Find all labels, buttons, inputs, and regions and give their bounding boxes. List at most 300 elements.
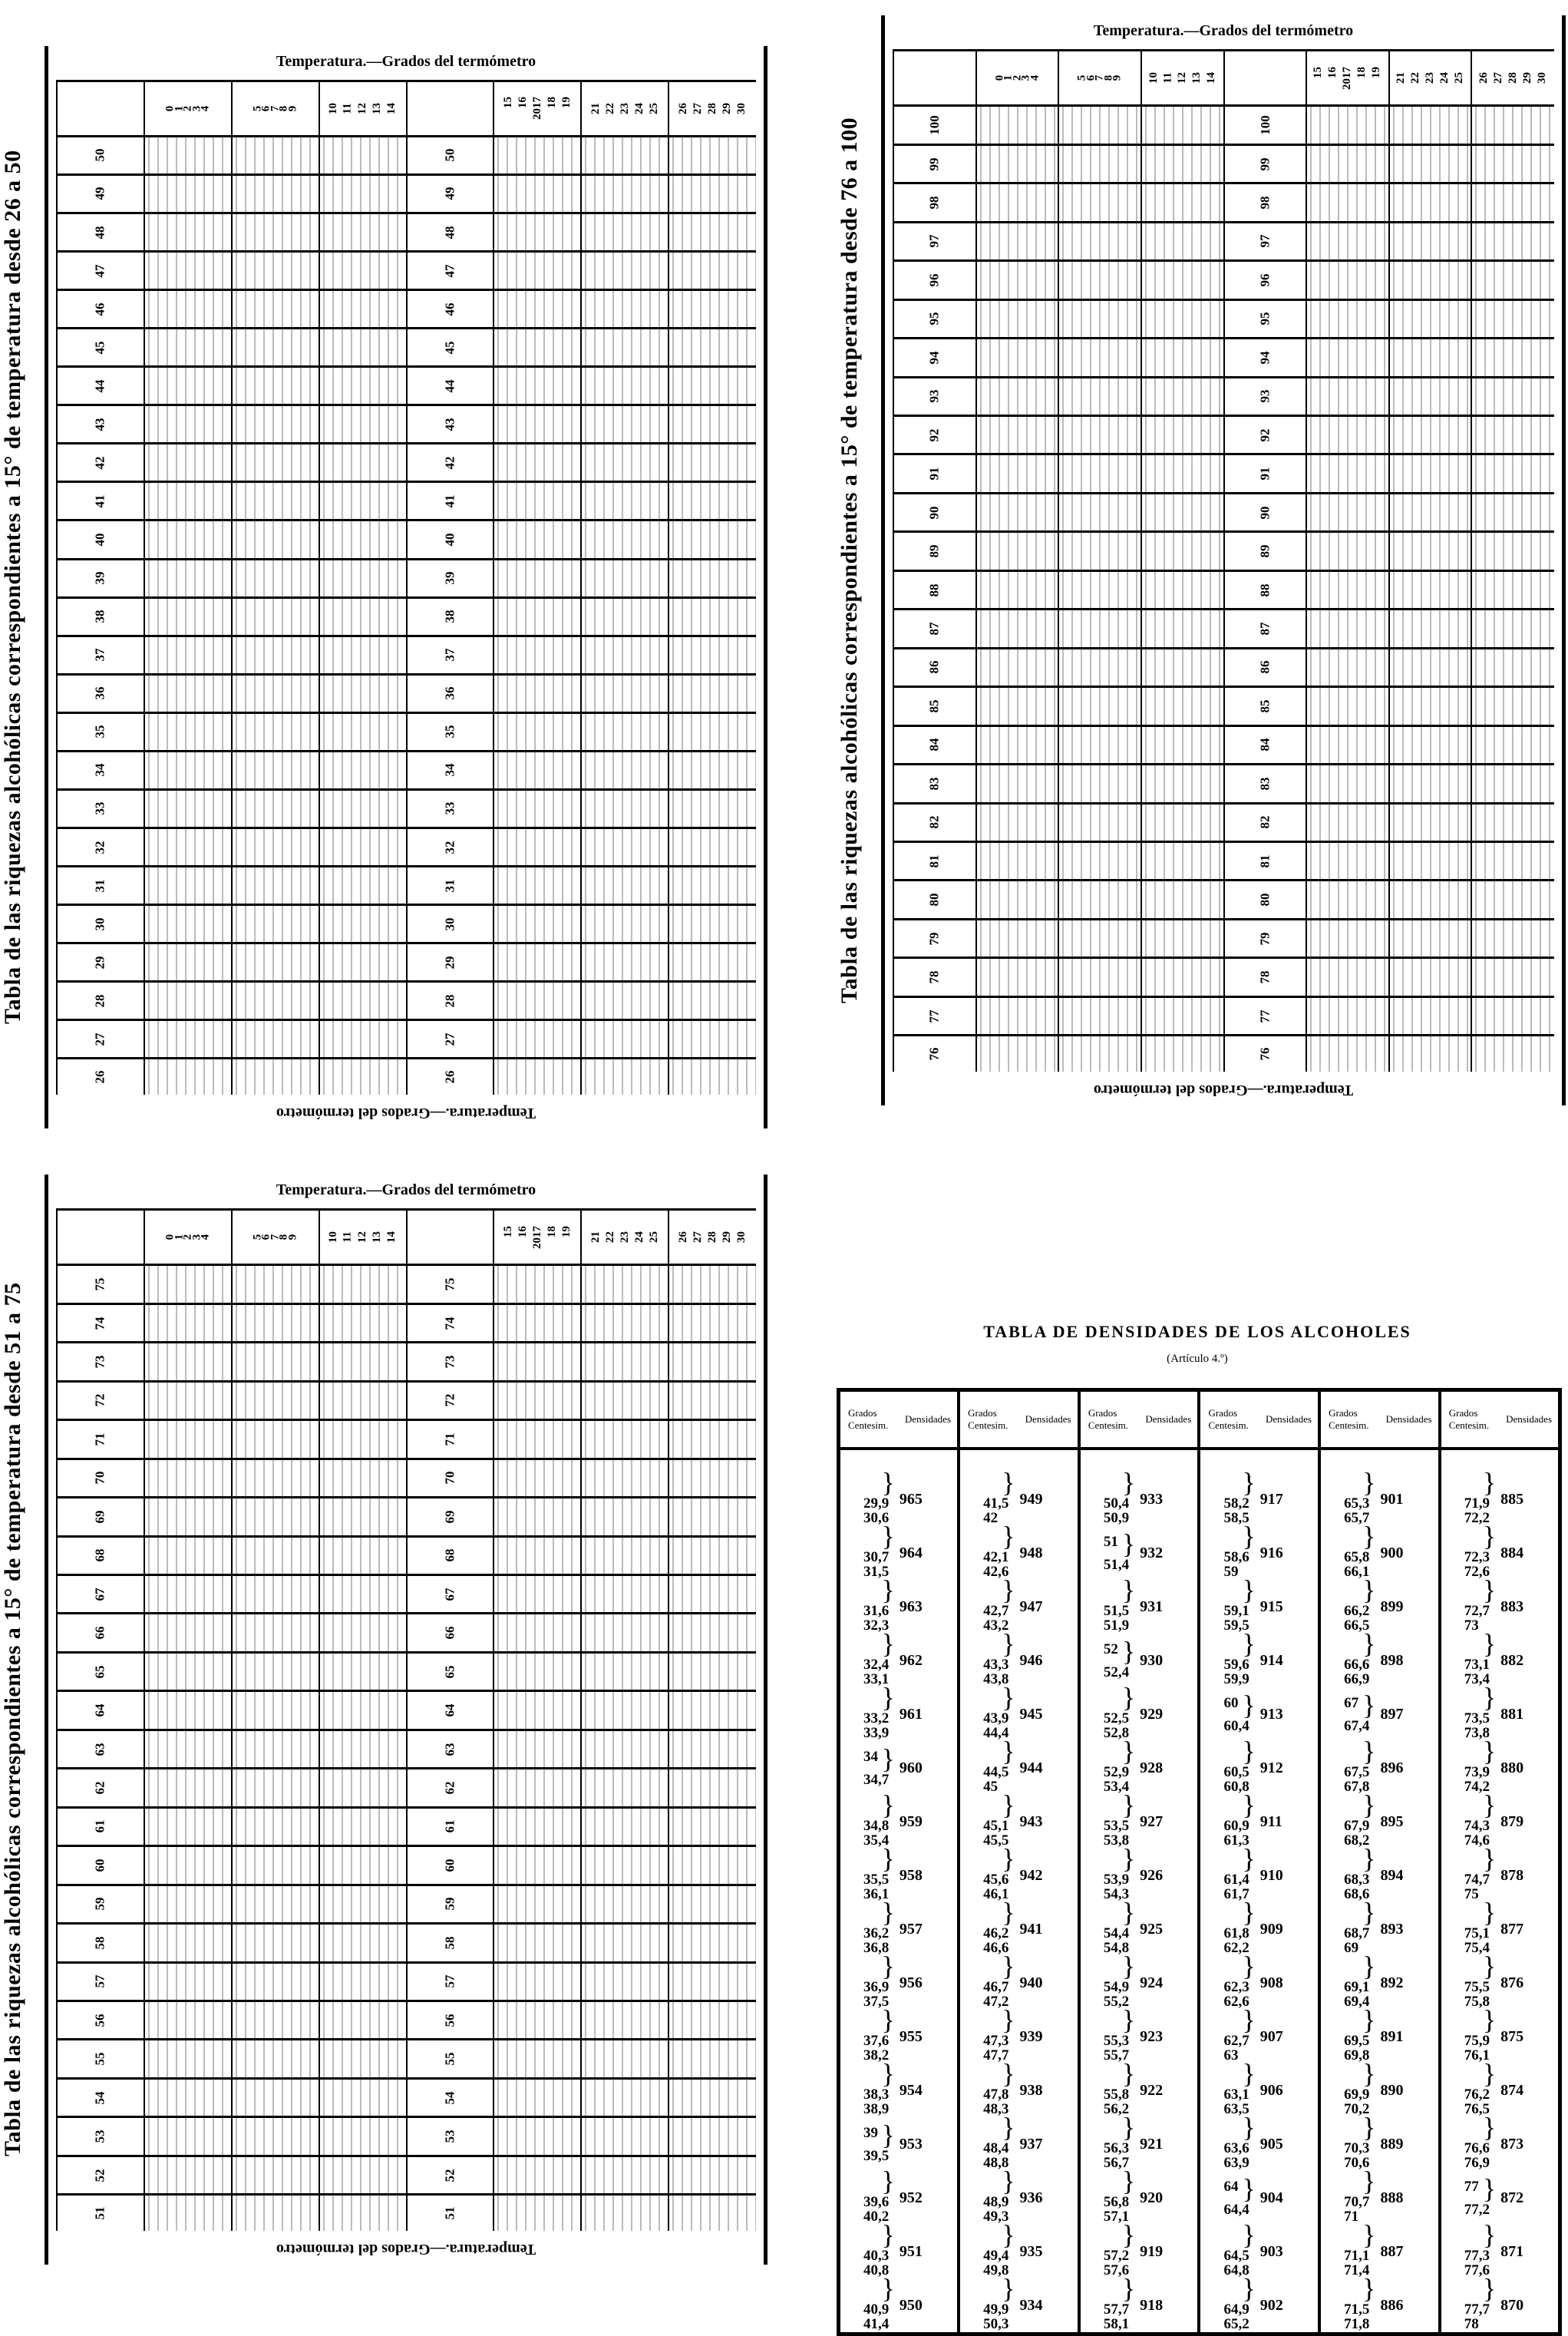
grados-range: [839, 2166, 899, 2225]
richness-values-cell: [1389, 803, 1472, 841]
degree-label: [407, 2001, 494, 2040]
richness-values-cell: [1306, 299, 1389, 338]
degree-value: 99: [1257, 157, 1273, 171]
grados-range: [959, 1521, 1018, 1580]
temperature-value: 25: [1453, 72, 1466, 84]
degree-label: [57, 1343, 144, 1381]
degree-label: [57, 905, 144, 943]
temperature-group: [1058, 51, 1141, 106]
degree-value: 65: [92, 1665, 107, 1679]
grados-low: 77,7: [1464, 2301, 1490, 2318]
degree-value: 93: [1257, 389, 1273, 403]
richness-values-cell: [232, 1924, 319, 1962]
richness-values-cell: [668, 2001, 756, 2040]
degree-row: [893, 648, 1554, 686]
brace-icon: }: [1121, 1897, 1136, 1928]
col-densidades-header: Densidades: [1379, 1390, 1439, 1449]
degree-label: [407, 1807, 494, 1845]
richness-values-cell: [1389, 687, 1472, 725]
degree-label: [407, 2117, 494, 2156]
degree-label: [893, 765, 976, 803]
temperature-group: [1471, 51, 1554, 106]
brace-icon: }: [1482, 2112, 1497, 2143]
degree-value: 77: [926, 1009, 942, 1023]
density-value: 898: [1380, 1651, 1404, 1669]
degree-value: 86: [926, 660, 942, 674]
grados-low: 67,5: [1344, 1764, 1370, 1780]
grados-high: 78: [1464, 2316, 1479, 2332]
richness-values-cell: [1471, 958, 1554, 996]
richness-values-cell: [1141, 339, 1224, 377]
richness-values-cell: [232, 1265, 319, 1303]
richness-values-cell: [232, 982, 319, 1020]
richness-values-cell: [232, 789, 319, 828]
brace-icon: }: [1002, 1789, 1015, 1820]
richness-values-cell: [1389, 144, 1472, 183]
brace-icon: }: [881, 1843, 895, 1874]
degree-label: [893, 416, 976, 454]
brace-icon: }: [1121, 1635, 1136, 1667]
richness-values-cell: [976, 687, 1059, 725]
richness-values-cell: [319, 1498, 407, 1536]
temperature-value: 18: [545, 1225, 558, 1237]
degree-label: [1224, 725, 1307, 764]
temperature-group: [407, 81, 494, 137]
degree-label: [407, 674, 494, 712]
degree-value: 35: [92, 725, 107, 738]
degree-row: [893, 493, 1554, 531]
grados-high: 40,8: [863, 2262, 890, 2278]
richness-values-cell: [581, 1498, 668, 1536]
temperature-value: 8: [277, 105, 290, 112]
degree-value: 87: [926, 622, 942, 636]
grados-low: 60: [1223, 1694, 1239, 1711]
temperature-value: 0: [163, 1234, 177, 1241]
degree-value: 79: [1257, 932, 1273, 946]
richness-values-cell: [232, 174, 319, 213]
temperature-value: 16: [1326, 66, 1339, 78]
grados-high: 42: [983, 1510, 999, 1526]
richness-values-cell: [1306, 996, 1389, 1035]
richness-values-cell: [581, 367, 668, 405]
richness-values-cell: [232, 213, 319, 251]
richness-values-cell: [1141, 454, 1224, 493]
grados-range: [1440, 1574, 1500, 1634]
degree-value: 94: [926, 351, 942, 365]
degree-label: [57, 252, 144, 290]
richness-values-cell: [581, 1691, 668, 1730]
richness-values-cell: [232, 1381, 319, 1419]
richness-values-cell: [1141, 610, 1224, 648]
richness-values-cell: [668, 674, 756, 712]
richness-values-cell: [144, 405, 232, 444]
richness-values-cell: [976, 106, 1059, 144]
grados-low: 77: [1464, 2178, 1479, 2195]
grados-range: [959, 1628, 1018, 1687]
grados-high: 30,6: [863, 1510, 890, 1526]
brace-icon: }: [1242, 1689, 1256, 1720]
density-value: 936: [1019, 2189, 1043, 2206]
grados-high: 52,4: [1103, 1664, 1130, 1680]
richness-values-cell: [581, 213, 668, 251]
richness-values-cell: [144, 2195, 232, 2231]
richness-values-cell: [1306, 765, 1389, 803]
temperature-group: [494, 1210, 581, 1265]
temperature-group: [57, 1210, 144, 1265]
richness-values-cell: [1471, 261, 1554, 299]
richness-values-cell: [581, 1459, 668, 1497]
richness-values-cell: [494, 982, 581, 1020]
temperature-value: 6: [259, 1234, 272, 1241]
degree-row: [57, 1691, 756, 1730]
degree-value: 70: [92, 1471, 107, 1485]
temperature-value: 14: [1204, 72, 1217, 84]
density-value: 942: [1019, 1866, 1043, 1884]
temperature-value: 0: [163, 105, 177, 112]
grados-low: 45,6: [983, 1872, 1009, 1888]
grados-high: 33,1: [863, 1671, 890, 1687]
grados-high: 71,8: [1344, 2316, 1370, 2332]
grados-high: 73: [1464, 1617, 1479, 1634]
degree-value: 52: [442, 2169, 457, 2182]
degree-label: [57, 1846, 144, 1885]
richness-values-cell: [232, 1962, 319, 2001]
grados-low: 49,9: [983, 2301, 1009, 2318]
degree-label: [1224, 339, 1307, 377]
richness-values-cell: [494, 636, 581, 674]
richness-values-cell: [1058, 416, 1141, 454]
grados-range: [1319, 1521, 1379, 1580]
temperature-value: 19: [560, 97, 573, 109]
richness-values-cell: [1141, 261, 1224, 299]
richness-values-cell: [668, 1846, 756, 1885]
grados-high: 55,2: [1103, 1994, 1130, 2010]
degree-label: [407, 1769, 494, 1807]
richness-values-cell: [144, 1459, 232, 1497]
temperature-value: 6: [259, 105, 272, 112]
temperature-value: 15: [1312, 66, 1325, 78]
richness-values-cell: [1058, 919, 1141, 957]
degree-label: [1224, 842, 1307, 881]
richness-values-cell: [1471, 570, 1554, 609]
richness-values-cell: [232, 2040, 319, 2078]
grados-range: [1319, 2273, 1379, 2334]
richness-values-cell: [976, 842, 1059, 881]
density-value: 919: [1140, 2242, 1164, 2260]
grados-high: 53,4: [1103, 1779, 1130, 1795]
temperature-value: 17: [1341, 66, 1354, 78]
richness-values-cell: [668, 252, 756, 290]
richness-values-cell: [232, 1536, 319, 1574]
richness-values-cell: [1471, 842, 1554, 881]
temperature-value: 2: [181, 1234, 194, 1241]
degree-label: [893, 261, 976, 299]
degree-value: 73: [442, 1355, 457, 1369]
richness-values-cell: [668, 329, 756, 367]
richness-values-cell: [976, 996, 1059, 1035]
degree-label: [407, 1459, 494, 1497]
density-value: 874: [1500, 2081, 1524, 2099]
grados-low: 64: [1223, 2178, 1239, 2195]
richness-values-cell: [232, 712, 319, 751]
grados-range: [839, 1843, 899, 1902]
degree-row: [57, 1575, 756, 1614]
degree-label: [57, 1536, 144, 1574]
brace-icon: }: [1002, 1951, 1015, 1981]
grados-range: [1079, 1682, 1139, 1741]
degree-row: [57, 367, 756, 405]
degree-value: 33: [92, 801, 107, 815]
brace-icon: }: [1002, 1467, 1015, 1498]
degree-label: [407, 405, 494, 444]
richness-values-cell: [494, 1343, 581, 1381]
richness-values-cell: [668, 712, 756, 751]
density-value: 920: [1140, 2189, 1164, 2206]
degree-row: [57, 789, 756, 828]
richness-values-cell: [581, 1059, 668, 1095]
richness-values-cell: [144, 1885, 232, 1923]
alcohol-table-76-100: [837, 15, 1566, 1105]
grados-high: 39,5: [863, 2147, 890, 2164]
grados-low: 30,7: [863, 1549, 890, 1565]
density-value: 947: [1019, 1598, 1043, 1615]
grados-range: [1199, 2273, 1259, 2334]
degree-row: [57, 1343, 756, 1381]
grados-range: [1079, 1789, 1139, 1849]
richness-values-cell: [232, 1807, 319, 1845]
grados-range: [1440, 1449, 1500, 1526]
degree-value: 61: [442, 1819, 457, 1833]
degree-value: 82: [1257, 815, 1273, 829]
degree-label: [407, 1020, 494, 1059]
grados-low: 34,8: [863, 1818, 890, 1834]
richness-values-cell: [144, 1420, 232, 1459]
degree-value: 93: [926, 389, 942, 403]
richness-values-cell: [668, 982, 756, 1020]
richness-values-cell: [319, 943, 407, 982]
degree-value: 31: [92, 879, 107, 893]
brace-icon: }: [1482, 1467, 1497, 1498]
temperature-value: 19: [560, 1225, 573, 1237]
density-value: 949: [1019, 1490, 1043, 1508]
degree-label: [893, 610, 976, 648]
grados-high: 42,6: [983, 1564, 1009, 1580]
degree-value: 54: [442, 2091, 457, 2105]
richness-values-cell: [581, 982, 668, 1020]
richness-values-cell: [976, 532, 1059, 570]
degree-label: [1224, 299, 1307, 338]
richness-values-cell: [1389, 958, 1472, 996]
richness-values-cell: [494, 2040, 581, 2078]
grados-low: 47,3: [983, 2033, 1009, 2049]
richness-values-cell: [232, 2078, 319, 2116]
grados-low: 64,9: [1223, 2301, 1249, 2318]
richness-values-cell: [494, 712, 581, 751]
density-row: [839, 1687, 1560, 1741]
richness-values-cell: [494, 1420, 581, 1459]
density-value: 927: [1140, 1812, 1164, 1830]
richness-values-cell: [144, 982, 232, 1020]
density-value: 958: [899, 1866, 923, 1884]
temperature-value: 2: [181, 105, 194, 112]
grados-range: [839, 2004, 899, 2063]
density-value: 871: [1500, 2242, 1524, 2260]
degree-value: 86: [1257, 660, 1273, 674]
grados-high: 54,8: [1103, 1940, 1130, 1956]
degree-label: [893, 222, 976, 260]
richness-values-cell: [144, 1769, 232, 1807]
temperature-value: 10: [327, 1231, 340, 1244]
temperature-value: 16: [516, 1225, 529, 1237]
degree-row: [893, 842, 1554, 881]
grados-range: [839, 2117, 899, 2171]
richness-values-cell: [1389, 610, 1472, 648]
density-row: [839, 1634, 1560, 1687]
richness-values-cell: [144, 174, 232, 213]
grados-range: [1079, 2273, 1139, 2334]
richness-values-cell: [581, 1020, 668, 1059]
temperature-value: 20: [1341, 78, 1354, 90]
degree-label: [893, 183, 976, 222]
grados-high: 72,2: [1464, 1510, 1490, 1526]
degree-value: 64: [442, 1703, 457, 1717]
grados-range: [1440, 2004, 1500, 2063]
grados-low: 77,3: [1464, 2248, 1490, 2264]
temperature-value: 30: [735, 1231, 748, 1244]
degree-label: [407, 1652, 494, 1690]
richness-values-cell: [668, 2078, 756, 2116]
grados-low: 74,7: [1464, 1872, 1490, 1888]
density-value: 881: [1500, 1705, 1524, 1723]
richness-values-cell: [232, 905, 319, 943]
grados-range: [1319, 2004, 1379, 2063]
brace-icon: }: [1362, 1521, 1376, 1551]
grados-low: 69,5: [1344, 2033, 1370, 2049]
richness-values-cell: [1471, 532, 1554, 570]
degree-value: 27: [92, 1033, 107, 1046]
brace-icon: }: [881, 1951, 895, 1981]
richness-values-cell: [1389, 765, 1472, 803]
grados-high: 57,1: [1103, 2209, 1130, 2225]
richness-values-cell: [1306, 144, 1389, 183]
temperature-value: 12: [355, 1231, 368, 1244]
col-densidades-header: Densidades: [899, 1390, 959, 1449]
richness-values-cell: [232, 1769, 319, 1807]
temperature-value: 5: [251, 105, 264, 112]
grados-low: 49,4: [983, 2248, 1009, 2264]
grados-range: [1440, 2171, 1500, 2225]
richness-values-cell: [319, 1769, 407, 1807]
grados-range: [1199, 1628, 1259, 1687]
grados-range: [959, 1449, 1018, 1526]
degree-label: [893, 106, 976, 144]
density-row: [839, 2117, 1560, 2171]
density-value: 916: [1259, 1544, 1283, 1561]
richness-values-cell: [319, 367, 407, 405]
temperature-value: 24: [632, 102, 645, 114]
brace-icon: }: [1242, 1897, 1256, 1928]
grados-range: [959, 1574, 1018, 1634]
richness-values-cell: [668, 1020, 756, 1059]
degree-value: 58: [442, 1936, 457, 1950]
degree-value: 45: [92, 341, 107, 355]
grados-high: 75: [1464, 1886, 1479, 1902]
brace-icon: }: [1482, 1521, 1497, 1551]
richness-values-cell: [144, 1381, 232, 1419]
richness-values-cell: [976, 144, 1059, 183]
degree-row: [57, 636, 756, 674]
temperature-group: [144, 1210, 232, 1265]
brace-icon: }: [1002, 2004, 1015, 2035]
richness-values-cell: [1471, 881, 1554, 919]
grados-low: 56,8: [1103, 2194, 1130, 2210]
richness-values-cell: [144, 943, 232, 982]
richness-values-cell: [494, 789, 581, 828]
degree-row: [893, 958, 1554, 996]
richness-values-cell: [494, 867, 581, 905]
density-value: 905: [1259, 2135, 1283, 2153]
richness-values-cell: [668, 2040, 756, 2078]
richness-values-cell: [319, 213, 407, 251]
degree-label: [57, 136, 144, 174]
richness-values-cell: [319, 520, 407, 559]
richness-values-cell: [1058, 377, 1141, 415]
degree-row: [57, 674, 756, 712]
richness-values-cell: [1306, 648, 1389, 686]
richness-values-cell: [319, 828, 407, 866]
grados-range: [1319, 1843, 1379, 1902]
degree-value: 92: [926, 428, 942, 442]
density-value: 913: [1259, 1705, 1283, 1723]
grados-high: 74,6: [1464, 1832, 1490, 1849]
grados-low: 60,9: [1223, 1818, 1249, 1834]
richness-values-cell: [1058, 570, 1141, 609]
brace-icon: }: [881, 1897, 895, 1928]
temperature-value: 19: [1370, 66, 1383, 78]
density-row: [839, 1741, 1560, 1795]
richness-values-cell: [144, 636, 232, 674]
degree-value: 60: [442, 1859, 457, 1872]
brace-icon: }: [881, 2004, 895, 2035]
degree-label: [407, 789, 494, 828]
brace-icon: }: [1362, 1843, 1376, 1874]
richness-values-cell: [494, 674, 581, 712]
richness-values-cell: [976, 803, 1059, 841]
degree-value: 89: [926, 544, 942, 558]
brace-icon: }: [1121, 1528, 1136, 1559]
degree-row: [57, 1420, 756, 1459]
grados-low: 73,9: [1464, 1764, 1490, 1780]
degree-value: 80: [926, 893, 942, 907]
temperature-group: [319, 81, 407, 137]
richness-values-cell: [319, 789, 407, 828]
degree-label: [893, 1036, 976, 1072]
richness-values-cell: [1306, 687, 1389, 725]
richness-values-cell: [319, 2001, 407, 2040]
degree-row: [57, 1459, 756, 1497]
degree-label: [893, 570, 976, 609]
brace-icon: }: [1002, 2219, 1015, 2250]
temperature-value: 12: [1175, 72, 1188, 84]
richness-values-cell: [581, 1343, 668, 1381]
temperature-footer: Temperatura.—Grados del termómetro: [276, 2241, 536, 2258]
grados-high: 50,3: [983, 2316, 1009, 2332]
degree-value: 47: [92, 264, 107, 278]
grados-high: 47,2: [983, 1994, 1009, 2010]
degree-label: [57, 2156, 144, 2194]
grados-low: 46,2: [983, 1925, 1009, 1941]
alcohol-grid: [56, 1208, 756, 2231]
